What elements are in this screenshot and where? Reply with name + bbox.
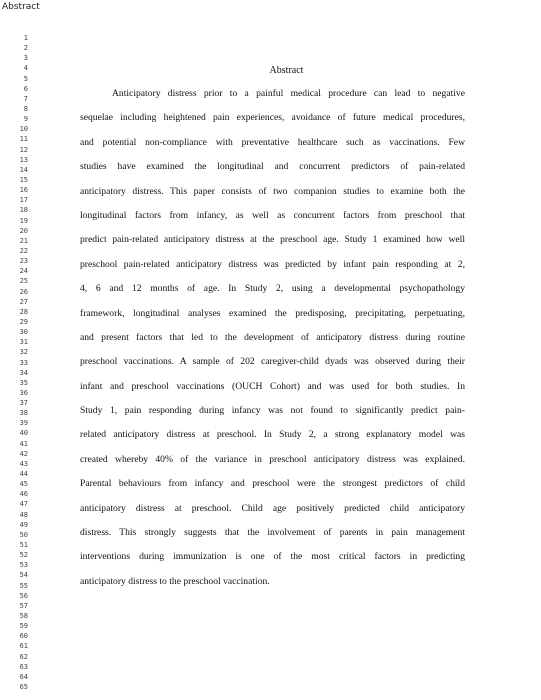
abstract-text-line: framework, longitudinal analyses examined the predisposing, precipitating, perpetuating, xyxy=(80,307,465,319)
abstract-text-line: anticipatory distress to the preschool vaccination. xyxy=(80,575,270,587)
line-number: 3 xyxy=(23,54,28,63)
line-number: 22 xyxy=(19,246,28,255)
line-number: 16 xyxy=(19,186,28,195)
line-number: 44 xyxy=(19,470,28,479)
line-number: 60 xyxy=(19,632,28,641)
line-number: 59 xyxy=(19,622,28,631)
line-number: 50 xyxy=(19,530,28,539)
line-number: 11 xyxy=(19,135,28,144)
line-number: 53 xyxy=(19,561,28,570)
line-number: 37 xyxy=(19,399,28,408)
abstract-text-line: Study 1, pain responding during infancy was not found to significantly predict pain- xyxy=(80,405,465,417)
line-number: 30 xyxy=(19,328,28,337)
line-number: 1 xyxy=(23,34,28,42)
line-number: 2 xyxy=(23,44,28,53)
line-number: 38 xyxy=(19,409,28,418)
abstract-text-line: created whereby 40% of the variance in preschool anticipatory distress was explained. xyxy=(80,453,465,465)
line-number: 57 xyxy=(19,601,28,610)
line-number: 18 xyxy=(19,206,28,215)
abstract-text-line: preschool pain-related anticipatory distress was predicted by infant pain responding at 2, xyxy=(80,258,465,270)
line-number: 10 xyxy=(19,125,28,134)
document-header-label: Abstract xyxy=(2,2,40,12)
line-number: 48 xyxy=(19,510,28,519)
line-number: 20 xyxy=(19,226,28,235)
abstract-text-line: longitudinal factors from infancy, as well as concurrent factors from preschool that xyxy=(80,209,465,221)
line-number: 52 xyxy=(19,551,28,560)
line-number: 31 xyxy=(19,338,28,347)
line-number: 54 xyxy=(19,571,28,580)
line-number: 27 xyxy=(19,297,28,306)
line-number: 26 xyxy=(19,287,28,296)
abstract-text-line: 4, 6 and 12 months of age. In Study 2, using a developmental psychopathology xyxy=(80,283,465,295)
line-number: 56 xyxy=(19,591,28,600)
line-number: 34 xyxy=(19,368,28,377)
line-number: 21 xyxy=(19,236,28,245)
line-number: 32 xyxy=(19,348,28,357)
page-title: Abstract xyxy=(269,65,304,76)
abstract-text-line: Parental behaviours from infancy and preschool were the strongest predictors of child xyxy=(80,478,465,490)
line-number: 5 xyxy=(23,74,28,83)
abstract-text-line: and potential non-compliance with preventative healthcare such as vaccinations. Few xyxy=(80,136,465,148)
line-number: 12 xyxy=(19,145,28,154)
abstract-text-line: related anticipatory distress at preschool. In Study 2, a strong explanatory model was xyxy=(80,429,465,441)
line-number: 19 xyxy=(19,216,28,225)
abstract-text-line: interventions during immunization is one of the most critical factors in predicting xyxy=(80,551,465,563)
line-number: 13 xyxy=(19,155,28,164)
line-number: 33 xyxy=(19,358,28,367)
line-number: 23 xyxy=(19,257,28,266)
line-number: 55 xyxy=(19,581,28,590)
line-number: 36 xyxy=(19,388,28,397)
line-number: 9 xyxy=(23,115,28,124)
line-number: 24 xyxy=(19,267,28,276)
line-number: 64 xyxy=(19,672,28,681)
abstract-text-line: studies have examined the longitudinal and concurrent predictors of pain-related xyxy=(80,161,465,173)
line-number: 42 xyxy=(19,449,28,458)
line-number: 4 xyxy=(23,64,28,73)
line-number: 63 xyxy=(19,662,28,671)
line-number: 41 xyxy=(19,439,28,448)
line-number: 28 xyxy=(19,307,28,316)
abstract-text-line: sequelae including heightened pain experiences, avoidance of future medical procedures, xyxy=(80,112,465,124)
abstract-text-line: anticipatory distress. This paper consists of two companion studies to examine both the xyxy=(80,185,465,197)
line-number: 45 xyxy=(19,480,28,489)
line-number: 14 xyxy=(19,165,28,174)
line-number-gutter xyxy=(6,33,28,692)
line-number: 43 xyxy=(19,459,28,468)
line-number: 58 xyxy=(19,612,28,621)
abstract-text-line: preschool vaccinations. A sample of 202 caregiver-child dyads was observed during their xyxy=(80,356,465,368)
line-number: 6 xyxy=(23,84,28,93)
abstract-text-line: predict pain-related anticipatory distress at the preschool age. Study 1 examined how well xyxy=(80,234,465,246)
line-number: 61 xyxy=(19,642,28,651)
line-number: 62 xyxy=(19,652,28,661)
abstract-text-line: anticipatory distress at preschool. Child age positively predicted child anticipatory xyxy=(80,502,465,514)
abstract-text-line: distress. This strongly suggests that the involvement of parents in pain management xyxy=(80,527,465,539)
line-number: 65 xyxy=(19,683,28,691)
line-number: 25 xyxy=(19,277,28,286)
line-number: 29 xyxy=(19,317,28,326)
line-number: 47 xyxy=(19,500,28,509)
line-number: 40 xyxy=(19,429,28,438)
line-number: 51 xyxy=(19,541,28,550)
line-number: 15 xyxy=(19,175,28,184)
line-number: 46 xyxy=(19,490,28,499)
line-number: 8 xyxy=(23,104,28,113)
abstract-body xyxy=(80,82,465,594)
abstract-text-line: Anticipatory distress prior to a painful medical procedure can lead to negative xyxy=(112,88,465,99)
line-number: 35 xyxy=(19,378,28,387)
line-number: 17 xyxy=(19,196,28,205)
abstract-text-line: infant and preschool vaccinations (OUCH Cohort) and was used for both studies. In xyxy=(80,380,465,392)
abstract-text-line: and present factors that led to the development of anticipatory distress during routine xyxy=(80,331,465,343)
line-number: 39 xyxy=(19,419,28,428)
line-number: 7 xyxy=(23,94,28,103)
line-number: 49 xyxy=(19,520,28,529)
